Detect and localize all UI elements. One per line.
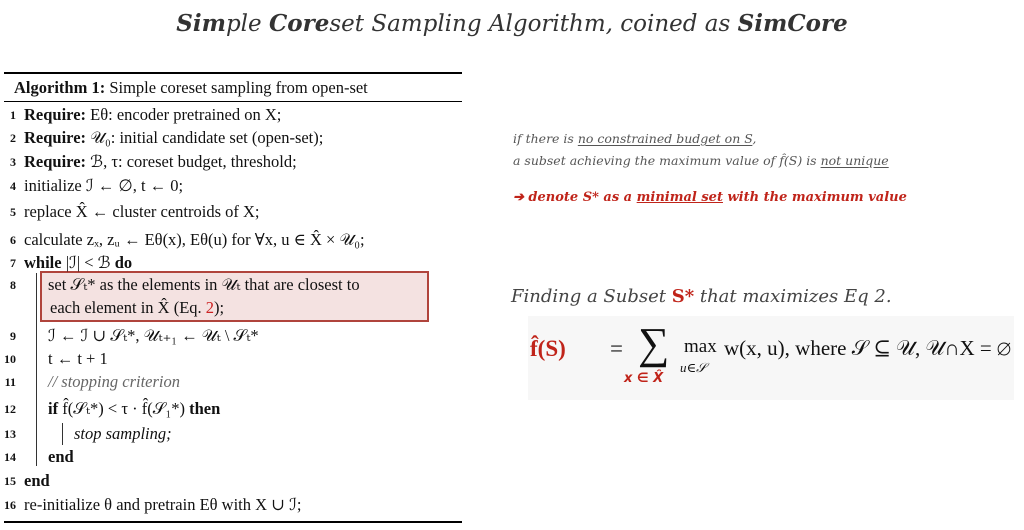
- heading-rule: [4, 101, 462, 102]
- equation-lhs: f̂(S): [530, 336, 566, 361]
- objective-equation: [528, 316, 1014, 400]
- if-block-bar: [62, 423, 63, 445]
- algorithm-heading: Algorithm 1: Simple coreset sampling from open-set: [14, 78, 368, 97]
- max-subscript: u∈𝒮: [680, 360, 707, 375]
- equation-ref-link[interactable]: 2: [205, 298, 215, 317]
- minimal-set-note: ➔ denote S* as a minimal set with the maximum value: [513, 190, 907, 205]
- bottom-rule: [4, 521, 462, 523]
- summation-symbol: ∑: [638, 319, 670, 368]
- equation-equals: =: [610, 336, 623, 361]
- while-block-bar: [36, 273, 37, 466]
- budget-note: if there is no constrained budget on S, a subset achieving the maximum value of f̂(S) is not unique: [513, 131, 889, 168]
- slide-title: Simple Coreset Sampling Algorithm, coined as SimCore: [176, 10, 848, 37]
- top-rule: [4, 72, 462, 74]
- summation-subscript: x ∈ X̂: [624, 371, 664, 386]
- max-operator: max: [684, 336, 717, 357]
- equation-rhs: w(x, u), where 𝒮 ⊆ 𝒰, 𝒰∩X = ∅: [724, 336, 1011, 360]
- finding-subset-heading: Finding a Subset S* that maximizes Eq 2.: [511, 286, 892, 307]
